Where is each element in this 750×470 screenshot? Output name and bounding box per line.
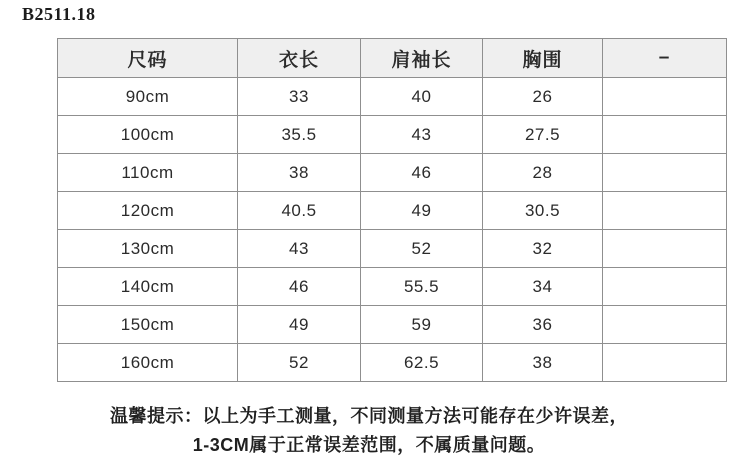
cell-chest: 27.5 — [483, 116, 603, 154]
size-table — [57, 38, 727, 382]
cell-chest: 28 — [483, 154, 603, 192]
table-row — [58, 230, 727, 268]
column-header-chest: 胸围 — [483, 39, 603, 78]
cell-length: 49 — [238, 306, 361, 344]
cell-shoulder_sleeve: 59 — [361, 306, 483, 344]
measurement-note — [0, 402, 738, 460]
cell-size: 120cm — [58, 192, 238, 230]
column-header-extra: – — [603, 39, 727, 78]
cell-extra — [603, 116, 727, 154]
cell-length: 43 — [238, 230, 361, 268]
cell-extra — [603, 230, 727, 268]
note-line-1: 温馨提示：以上为手工测量，不同测量方法可能存在少许误差， — [110, 406, 628, 426]
cell-shoulder_sleeve: 46 — [361, 154, 483, 192]
table-body — [58, 78, 727, 382]
cell-chest: 30.5 — [483, 192, 603, 230]
column-header-length: 衣长 — [238, 39, 361, 78]
cell-length: 38 — [238, 154, 361, 192]
table-row — [58, 116, 727, 154]
cell-extra — [603, 78, 727, 116]
cell-chest: 34 — [483, 268, 603, 306]
table-row — [58, 268, 727, 306]
table-row — [58, 344, 727, 382]
cell-extra — [603, 344, 727, 382]
cell-length: 52 — [238, 344, 361, 382]
table-row — [58, 154, 727, 192]
cell-length: 46 — [238, 268, 361, 306]
cell-shoulder_sleeve: 43 — [361, 116, 483, 154]
cell-shoulder_sleeve: 40 — [361, 78, 483, 116]
cell-size: 150cm — [58, 306, 238, 344]
style-code-title: B2511.18 — [22, 4, 96, 24]
cell-size: 140cm — [58, 268, 238, 306]
cell-shoulder_sleeve: 52 — [361, 230, 483, 268]
table-row — [58, 306, 727, 344]
table-header-row — [58, 39, 727, 78]
cell-size: 110cm — [58, 154, 238, 192]
cell-shoulder_sleeve: 49 — [361, 192, 483, 230]
cell-length: 33 — [238, 78, 361, 116]
cell-size: 160cm — [58, 344, 238, 382]
cell-chest: 32 — [483, 230, 603, 268]
cell-shoulder_sleeve: 62.5 — [361, 344, 483, 382]
cell-size: 100cm — [58, 116, 238, 154]
table-row — [58, 78, 727, 116]
cell-length: 35.5 — [238, 116, 361, 154]
cell-extra — [603, 154, 727, 192]
cell-extra — [603, 268, 727, 306]
cell-chest: 36 — [483, 306, 603, 344]
column-header-shoulder_sleeve: 肩袖长 — [361, 39, 483, 78]
cell-extra — [603, 306, 727, 344]
cell-chest: 38 — [483, 344, 603, 382]
note-line-2: 1-3CM属于正常误差范围，不属质量问题。 — [192, 435, 546, 455]
table-row — [58, 192, 727, 230]
cell-extra — [603, 192, 727, 230]
cell-shoulder_sleeve: 55.5 — [361, 268, 483, 306]
cell-chest: 26 — [483, 78, 603, 116]
column-header-size: 尺码 — [58, 39, 238, 78]
cell-size: 90cm — [58, 78, 238, 116]
cell-size: 130cm — [58, 230, 238, 268]
cell-length: 40.5 — [238, 192, 361, 230]
